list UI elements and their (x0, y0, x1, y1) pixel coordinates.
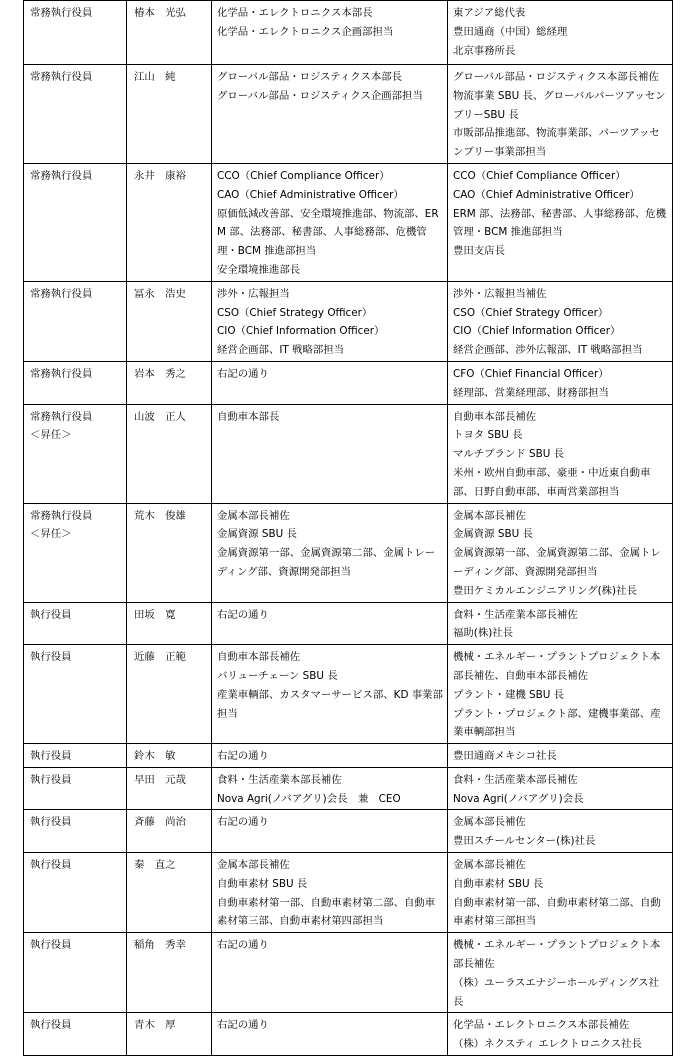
former-role-cell (448, 361, 673, 404)
table-row (24, 602, 673, 645)
former-role-line: 豊田ケミカルエンジニアリング(株)社長 (453, 584, 637, 597)
former-role-line: ERM 部、法務部、秘書部、人事総務部、危機管理・BCM 推進部担当 (453, 207, 667, 239)
former-role-line: （株）ユーラスエナジーホールディングス社長 (453, 976, 659, 1008)
table-row (24, 1, 673, 65)
former-role-line: 物流事業 SBU 長、グローバルパーツアッセンブリーSBU 長 (453, 89, 666, 121)
table-row (24, 503, 673, 602)
new-role-cell (212, 1, 448, 65)
former-role-line: プラント・建機 SBU 長 (453, 688, 565, 701)
former-role-cell (448, 163, 673, 281)
new-role-line: 自動車本部長補佐 (217, 651, 301, 664)
former-role-line: トヨタ SBU 長 (453, 429, 523, 442)
former-role-cell (448, 933, 673, 1013)
former-role-line: 金属本部長補佐 (453, 509, 526, 522)
new-role-line: 安全環境推進部長 (217, 263, 301, 276)
former-role-cell (448, 645, 673, 744)
former-role-line: 食料・生活産業本部長補佐 (453, 608, 578, 621)
former-role-cell (448, 503, 673, 602)
former-role-line: CIO（Chief Information Officer） (453, 325, 621, 338)
former-role-cell (448, 602, 673, 645)
position-title-cell (24, 163, 127, 281)
former-role-line: 経理部、営業経理部、財務部担当 (453, 386, 609, 399)
former-role-line: 化学品・エレクトロニクス本部長補佐 (453, 1019, 630, 1032)
new-role-line: 自動車素材第一部、自動車素材第二部、自動車素材第三部、自動車素材第四部担当 (217, 896, 436, 928)
person-name-cell: 岩本 秀之 (127, 361, 212, 404)
person-name-cell: 荒木 俊雄 (127, 503, 212, 602)
former-role-line: プラント・プロジェクト部、建機事業部、産業車輌部担当 (453, 707, 661, 739)
new-role-line: CIO（Chief Information Officer） (217, 325, 385, 338)
former-role-line: CCO（Chief Compliance Officer） (453, 169, 626, 182)
new-role-line: 右記の通り (217, 1019, 269, 1032)
former-role-line: （株）ネクスティ エレクトロニクス社長 (453, 1038, 642, 1051)
former-role-cell (448, 1013, 673, 1056)
position-title-cell (24, 767, 127, 810)
table-row (24, 767, 673, 810)
former-role-line: CFO（Chief Financial Officer） (453, 367, 609, 380)
former-role-cell (448, 65, 673, 164)
former-role-line: 金属本部長補佐 (453, 859, 526, 872)
position-title-line: 執行役員 (30, 608, 72, 621)
person-name-cell: 斉藤 尚治 (127, 810, 212, 853)
person-name-cell: 椿本 光弘 (127, 1, 212, 65)
new-role-cell (212, 853, 448, 933)
former-role-line: 自動車本部長補佐 (453, 410, 537, 423)
former-role-line: 経営企画部、渉外広報部、IT 戦略部担当 (453, 344, 643, 357)
table-row (24, 853, 673, 933)
former-role-line: 豊田通商（中国）総経理 (453, 25, 568, 38)
position-title-line: 執行役員 (30, 939, 72, 952)
new-role-cell (212, 361, 448, 404)
new-role-cell (212, 503, 448, 602)
new-role-cell (212, 602, 448, 645)
position-title-cell (24, 853, 127, 933)
position-title-cell (24, 361, 127, 404)
position-title-line: 常務執行役員 (30, 71, 93, 83)
former-role-line: 金属資源第一部、金属資源第二部、金属トレーディング部、資源開発部担当 (453, 547, 661, 578)
position-title-line: 常務執行役員 (30, 169, 93, 182)
person-name-cell: 早田 元哉 (127, 767, 212, 810)
new-role-line: 経営企画部、IT 戦略部担当 (217, 344, 345, 357)
new-role-cell (212, 404, 448, 503)
new-role-line: グローバル部品・ロジスティクス企画部担当 (217, 89, 423, 102)
table-row (24, 361, 673, 404)
position-title-cell (24, 1013, 127, 1056)
former-role-line: 福助(株)社長 (453, 627, 514, 640)
table-row (24, 281, 673, 361)
new-role-line: 食料・生活産業本部長補佐 (217, 773, 342, 786)
position-title-line: 執行役員 (30, 773, 72, 786)
table-row (24, 645, 673, 744)
new-role-line: CCO（Chief Compliance Officer） (217, 169, 390, 182)
new-role-line: 金属資源 SBU 長 (217, 528, 297, 541)
person-name-cell: 鈴木 敏 (127, 744, 212, 768)
former-role-line: 自動車素材第一部、自動車素材第二部、自動車素材第三部担当 (453, 896, 661, 928)
new-role-cell (212, 65, 448, 164)
person-name-cell: 冨永 浩史 (127, 281, 212, 361)
position-title-line: 執行役員 (30, 859, 72, 872)
table-row (24, 404, 673, 503)
former-role-line: Nova Agri(ノバアグリ)会長 (453, 792, 584, 805)
former-role-cell (448, 744, 673, 768)
former-role-line: 東アジア総代表 (453, 7, 526, 19)
new-role-line: CSO（Chief Strategy Officer） (217, 306, 373, 319)
former-role-line: 渉外・広報担当補佐 (453, 287, 547, 300)
new-role-line: 右記の通り (217, 816, 269, 829)
position-title-cell (24, 744, 127, 768)
new-role-line: 自動車本部長 (217, 410, 280, 423)
position-title-cell (24, 404, 127, 503)
new-role-cell (212, 645, 448, 744)
former-role-line: 金属本部長補佐 (453, 816, 526, 829)
person-name-cell: 山波 正人 (127, 404, 212, 503)
new-role-line: 右記の通り (217, 608, 269, 621)
new-role-cell (212, 767, 448, 810)
table-row (24, 744, 673, 768)
new-role-line: Nova Agri(ノバアグリ)会長 兼 CEO (217, 792, 401, 805)
position-title-line: 常務執行役員 (30, 367, 93, 380)
new-role-cell (212, 810, 448, 853)
person-name-cell: 秦 直之 (127, 853, 212, 933)
former-role-line: 機械・エネルギー・プラントプロジェクト本部長補佐 (453, 939, 661, 971)
new-role-line: バリューチェーン SBU 長 (217, 669, 338, 682)
person-name-cell: 田坂 寛 (127, 602, 212, 645)
new-role-cell (212, 1013, 448, 1056)
new-role-line: 原価低減改善部、安全環境推進部、物流部、ERM 部、法務部、秘書部、人事総務部、危機管理・BCM 推進部担当 (217, 207, 439, 258)
position-title-line: ＜昇任＞ (30, 528, 72, 541)
former-role-line: 食料・生活産業本部長補佐 (453, 773, 578, 786)
former-role-line: 機械・エネルギー・プラントプロジェクト本部長補佐、自動車本部長補佐 (453, 651, 661, 682)
position-title-line: 執行役員 (30, 750, 72, 763)
position-title-cell (24, 810, 127, 853)
new-role-cell (212, 163, 448, 281)
new-role-line: 金属資源第一部、金属資源第二部、金属トレーディング部、資源開発部担当 (217, 547, 436, 578)
former-role-cell (448, 281, 673, 361)
person-name-cell: 近藤 正範 (127, 645, 212, 744)
person-name-cell: 江山 純 (127, 65, 212, 164)
new-role-line: 渉外・広報担当 (217, 287, 290, 300)
former-role-line: 北京事務所長 (453, 44, 516, 57)
position-title-cell (24, 281, 127, 361)
table-row (24, 65, 673, 164)
position-title-line: 常務執行役員 (30, 7, 93, 19)
position-title-cell (24, 503, 127, 602)
former-role-cell (448, 1, 673, 65)
former-role-line: 自動車素材 SBU 長 (453, 877, 544, 890)
position-title-line: 常務執行役員 (30, 287, 93, 300)
new-role-line: グローバル部品・ロジスティクス本部長 (217, 71, 403, 83)
position-title-line: 執行役員 (30, 816, 72, 829)
position-title-cell (24, 65, 127, 164)
new-role-line: 金属本部長補佐 (217, 859, 290, 872)
former-role-cell (448, 767, 673, 810)
new-role-line: 自動車素材 SBU 長 (217, 877, 308, 890)
position-title-line: 常務執行役員 (30, 410, 93, 423)
position-title-cell (24, 645, 127, 744)
new-role-cell (212, 281, 448, 361)
position-title-cell (24, 602, 127, 645)
former-role-line: 金属資源 SBU 長 (453, 528, 533, 541)
new-role-line: 化学品・エレクトロニクス企画部担当 (217, 25, 394, 38)
new-role-cell (212, 933, 448, 1013)
position-title-line: ＜昇任＞ (30, 429, 72, 442)
new-role-line: 産業車輌部、カスタマーサービス部、KD 事業部担当 (217, 688, 443, 720)
position-title-line: 執行役員 (30, 1019, 72, 1032)
person-name-cell: 青木 厚 (127, 1013, 212, 1056)
new-role-line: 金属本部長補佐 (217, 509, 290, 522)
former-role-line: 豊田支店長 (453, 245, 505, 258)
new-role-line: 右記の通り (217, 939, 269, 952)
former-role-line: CAO（Chief Administrative Officer） (453, 188, 640, 201)
former-role-line: マルチブランド SBU 長 (453, 448, 565, 461)
new-role-line: 右記の通り (217, 750, 269, 763)
person-name-cell: 永井 康裕 (127, 163, 212, 281)
former-role-cell (448, 853, 673, 933)
person-name-cell: 稲角 秀幸 (127, 933, 212, 1013)
new-role-line: 右記の通り (217, 367, 269, 380)
new-role-line: CAO（Chief Administrative Officer） (217, 188, 404, 201)
former-role-cell (448, 404, 673, 503)
former-role-cell (448, 810, 673, 853)
position-title-cell (24, 933, 127, 1013)
table-row (24, 1013, 673, 1056)
position-title-line: 常務執行役員 (30, 509, 93, 522)
table-row (24, 163, 673, 281)
position-title-cell (24, 1, 127, 65)
new-role-line: 化学品・エレクトロニクス本部長 (217, 7, 373, 19)
position-title-line: 執行役員 (30, 651, 72, 664)
former-role-line: 豊田スチールセンター(株)社長 (453, 835, 596, 848)
table-row (24, 933, 673, 1013)
former-role-line: CSO（Chief Strategy Officer） (453, 306, 609, 319)
executive-appointments-table (23, 0, 673, 1056)
new-role-cell (212, 744, 448, 768)
former-role-line: 豊田通商メキシコ社長 (453, 750, 557, 763)
former-role-line: 米州・欧州自動車部、豪亜・中近東自動車部、日野自動車部、車両営業部担当 (453, 466, 651, 498)
former-role-line: グローバル部品・ロジスティクス本部長補佐 (453, 71, 659, 83)
former-role-line: 市販部品推進部、物流事業部、パーツアッセンブリー事業部担当 (453, 127, 660, 159)
table-row (24, 810, 673, 853)
